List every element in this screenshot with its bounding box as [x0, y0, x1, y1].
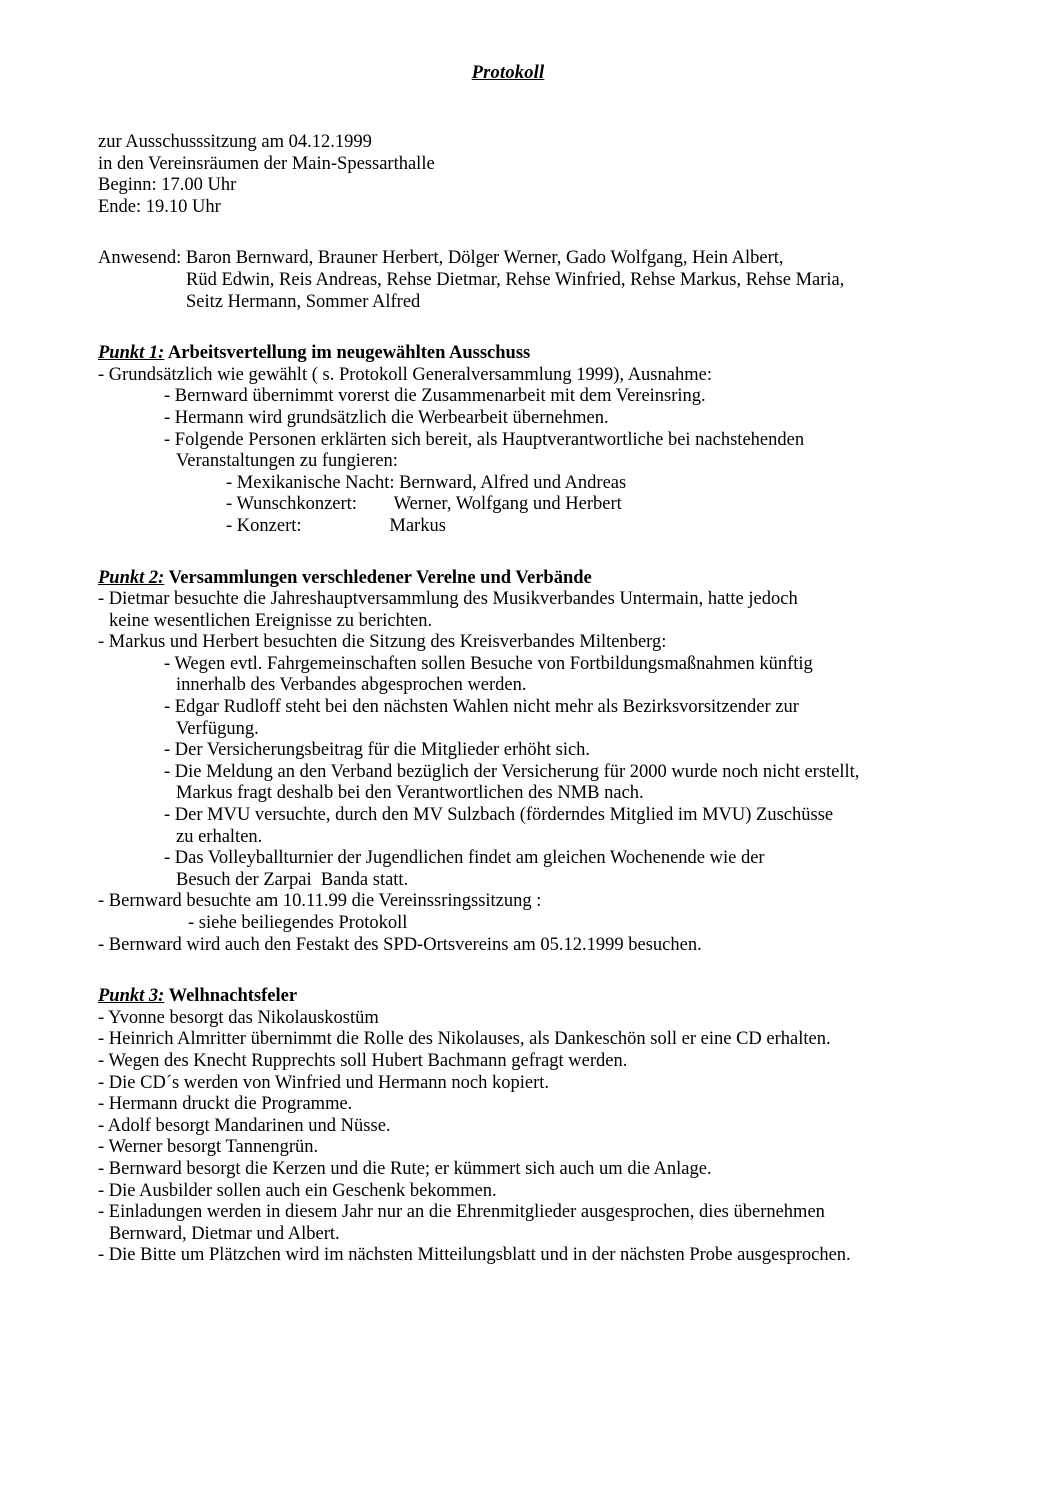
section-heading — [98, 343, 888, 365]
section-line: Verfügung. — [176, 718, 259, 739]
section-gap — [98, 956, 888, 986]
header-attendees-gap — [98, 218, 888, 248]
section-tag: Punkt 2: — [98, 567, 165, 588]
section-line: - Bernward wird auch den Festakt des SPD-Ortsvereins am 05.12.1999 besuchen. — [98, 934, 702, 955]
document-body — [98, 0, 888, 1267]
section-line: - Das Volleyballturnier der Jugendlichen findet am gleichen Wochenende wie der — [164, 848, 765, 869]
section-line: - Der MVU versuchte, durch den MV Sulzbach (förderndes Mitglied im MVU) Zuschüsse — [164, 805, 834, 826]
section-line: Bernward, Dietmar und Albert. — [109, 1223, 340, 1244]
section-line: - Hermann wird grundsätzlich die Werbearbeit übernehmen. — [164, 407, 609, 428]
section-line: - Markus und Herbert besuchten die Sitzung des Kreisverbandes Miltenberg: — [98, 632, 667, 653]
section-line: - Bernward übernimmt vorerst die Zusammenarbeit mit dem Vereinsring. — [164, 386, 706, 407]
page-title: Protokoll — [471, 63, 545, 83]
section-line: - Heinrich Almritter übernimmt die Rolle des Nikolauses, als Dankeschön soll er eine CD erhalten. — [98, 1029, 831, 1050]
section-punkt-1 — [98, 343, 888, 537]
section-punkt-2 — [98, 568, 888, 957]
section-punkt-3 — [98, 986, 888, 1267]
attendees-block — [98, 248, 888, 313]
section-line: - Der Versicherungsbeitrag für die Mitglieder erhöht sich. — [164, 740, 591, 761]
section-heading — [98, 568, 888, 590]
section-line: - Die Ausbilder sollen auch ein Geschenk bekommen. — [98, 1180, 497, 1201]
section-line: - Konzert: Markus — [226, 515, 446, 536]
attendees-line: Anwesend: Baron Bernward, Brauner Herbert, Dölger Werner, Gado Wolfgang, Hein Albert, — [98, 248, 784, 269]
title-spacer — [98, 84, 888, 132]
section-line: - Grundsätzlich wie gewählt ( s. Protokoll Generalversammlung 1999), Ausnahme: — [98, 364, 712, 385]
section-line: innerhalb des Verbandes abgesprochen werden. — [176, 675, 527, 696]
section-line: - Edgar Rudloff steht bei den nächsten Wahlen nicht mehr als Bezirksvorsitzender zur — [164, 697, 799, 718]
meeting-header-line: Beginn: 17.00 Uhr — [98, 175, 237, 196]
meeting-header — [98, 132, 888, 218]
section-heading — [98, 986, 888, 1008]
section-line: - Werner besorgt Tannengrün. — [98, 1137, 319, 1158]
attendees-line: Seitz Hermann, Sommer Alfred — [186, 291, 421, 312]
section-gap — [98, 538, 888, 568]
section-title: Arbeitsvertellung im neugewählten Ausschuss — [167, 343, 531, 364]
attendees-line: Rüd Edwin, Reis Andreas, Rehse Dietmar, Rehse Winfried, Rehse Markus, Rehse Maria, — [186, 269, 845, 290]
section-line: - Hermann druckt die Programme. — [98, 1094, 353, 1115]
section-line: - Die Meldung an den Verband bezüglich der Versicherung für 2000 wurde noch nicht erstellt, — [164, 761, 860, 782]
meeting-header-line: Ende: 19.10 Uhr — [98, 196, 221, 217]
section-line: zu erhalten. — [176, 826, 263, 847]
section-line: - Bernward besorgt die Kerzen und die Rute; er kümmert sich auch um die Anlage. — [98, 1158, 712, 1179]
section-line: - Wunschkonzert: Werner, Wolfgang und Herbert — [226, 494, 622, 515]
section-title: Welhnachtsfeler — [168, 986, 298, 1007]
section-line: - Folgende Personen erklärten sich bereit, als Hauptverantwortliche bei nachstehenden — [164, 429, 805, 450]
section-line: Veranstaltungen zu fungieren: — [176, 451, 398, 472]
section-line: - Die Bitte um Plätzchen wird im nächsten Mitteilungsblatt und in der nächsten Probe ausgesprochen. — [98, 1245, 851, 1266]
section-line: Besuch der Zarpai Banda statt. — [176, 869, 409, 890]
section-line: - Wegen evtl. Fahrgemeinschaften sollen Besuche von Fortbildungsmaßnahmen künftig — [164, 653, 813, 674]
section-line: - Adolf besorgt Mandarinen und Nüsse. — [98, 1115, 391, 1136]
attendees-section-gap — [98, 313, 888, 343]
section-line: - Bernward besuchte am 10.11.99 die Vereinssringssitzung : — [98, 891, 542, 912]
section-title: Versammlungen verschledener Verelne und Verbände — [168, 567, 592, 588]
section-line: - siehe beiliegendes Protokoll — [188, 913, 408, 933]
section-line: - Die CD´s werden von Winfried und Hermann noch kopiert. — [98, 1072, 550, 1093]
section-line: - Einladungen werden in diesem Jahr nur an die Ehrenmitglieder ausgesprochen, dies übernehmen — [98, 1202, 825, 1223]
section-line: - Wegen des Knecht Rupprechts soll Hubert Bachmann gefragt werden. — [98, 1050, 628, 1071]
meeting-header-line: in den Vereinsräumen der Main-Spessarthalle — [98, 153, 435, 174]
section-line: Markus fragt deshalb bei den Verantwortlichen des NMB nach. — [176, 783, 644, 804]
section-tag: Punkt 3: — [98, 986, 165, 1007]
section-tag: Punkt 1: — [98, 343, 165, 364]
section-line: - Dietmar besuchte die Jahreshauptversammlung des Musikverbandes Untermain, hatte jedoch — [98, 589, 798, 610]
meeting-header-line: zur Ausschusssitzung am 04.12.1999 — [98, 132, 372, 152]
section-line: - Yvonne besorgt das Nikolauskostüm — [98, 1007, 379, 1028]
section-line: - Mexikanische Nacht: Bernward, Alfred und Andreas — [226, 472, 627, 493]
section-line: keine wesentlichen Ereignisse zu berichten. — [109, 610, 433, 631]
